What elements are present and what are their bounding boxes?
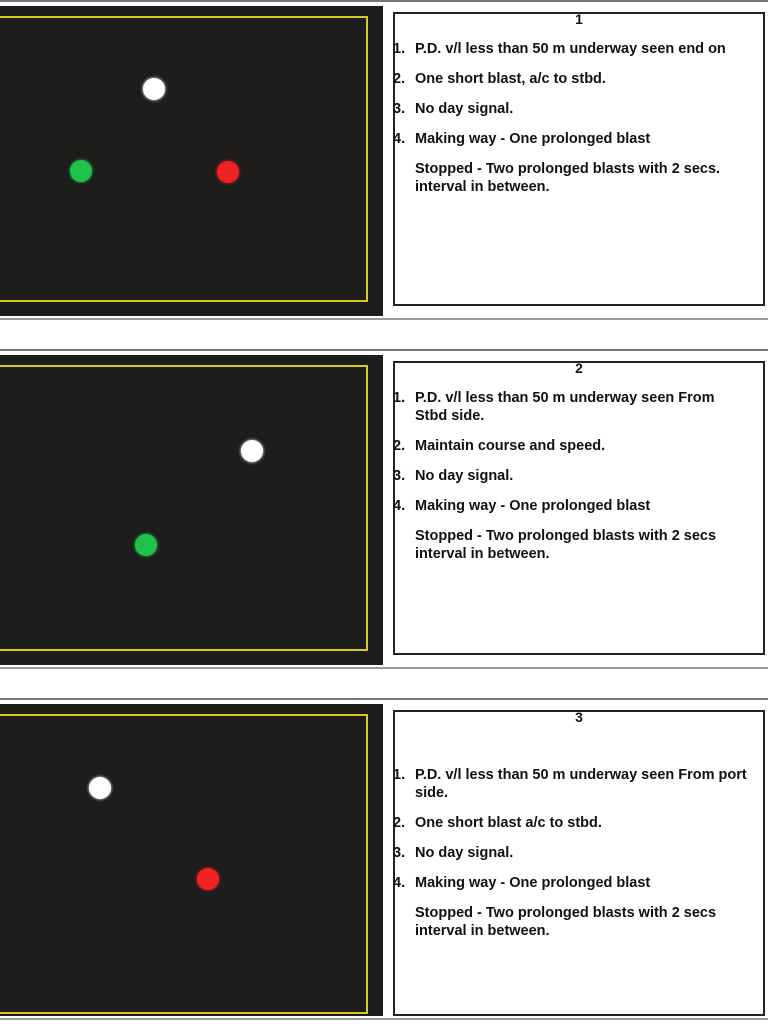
item-text: No day signal.	[415, 101, 514, 117]
description-list	[393, 40, 749, 196]
item-text: P.D. v/l less than 50 m underway seen From port side.	[415, 767, 747, 801]
description-list	[393, 766, 749, 940]
item-number: 4.	[393, 498, 406, 514]
red-sidelight	[217, 161, 239, 183]
list-item	[393, 467, 749, 485]
card-top-rule	[0, 698, 768, 700]
item-number: 2.	[393, 71, 406, 87]
card-number: 1	[575, 11, 583, 27]
scene-frame	[0, 714, 368, 1014]
list-item	[393, 130, 749, 148]
green-sidelight	[70, 160, 92, 182]
list-item	[393, 389, 749, 425]
light-card-2	[0, 349, 768, 669]
item-text: P.D. v/l less than 50 m underway seen end on	[415, 41, 726, 57]
red-sidelight	[197, 868, 219, 890]
item-number: 3.	[393, 101, 406, 117]
description-list	[393, 389, 749, 563]
night-scene-3	[0, 704, 383, 1016]
card-top-rule	[0, 349, 768, 351]
description-panel-3	[393, 710, 765, 1016]
list-item	[393, 100, 749, 118]
list-item	[393, 766, 749, 802]
list-item-continuation: Stopped - Two prolonged blasts with 2 secs interval in between.	[415, 905, 717, 939]
item-number: 1.	[393, 390, 406, 406]
card-bottom-rule	[0, 318, 768, 320]
scene-frame	[0, 16, 368, 302]
card-number: 3	[575, 709, 583, 725]
item-number: 4.	[393, 131, 406, 147]
item-text: P.D. v/l less than 50 m underway seen From Stbd side.	[415, 390, 715, 424]
item-number: 2.	[393, 815, 406, 831]
white-masthead-light	[89, 777, 111, 799]
scene-frame	[0, 365, 368, 651]
green-sidelight	[135, 534, 157, 556]
item-text: Maintain course and speed.	[415, 438, 606, 454]
list-item	[393, 814, 749, 832]
card-bottom-rule	[0, 1018, 768, 1020]
item-text: Making way - One prolonged blast	[415, 498, 651, 514]
night-scene-2	[0, 355, 383, 665]
white-masthead-light	[241, 440, 263, 462]
list-item-continuation: Stopped - Two prolonged blasts with 2 secs. interval in between.	[415, 161, 721, 195]
list-item	[393, 844, 749, 862]
card-number: 2	[575, 360, 583, 376]
item-text: One short blast, a/c to stbd.	[415, 71, 606, 87]
list-item	[393, 874, 749, 892]
list-item	[393, 70, 749, 88]
item-number: 3.	[393, 845, 406, 861]
item-text: No day signal.	[415, 468, 514, 484]
night-scene-1	[0, 6, 383, 316]
list-item	[393, 497, 749, 515]
item-text: No day signal.	[415, 845, 514, 861]
item-text: One short blast a/c to stbd.	[415, 815, 602, 831]
light-card-3	[0, 698, 768, 1020]
item-number: 2.	[393, 438, 406, 454]
item-number: 4.	[393, 875, 406, 891]
item-number: 1.	[393, 767, 406, 783]
description-panel-1	[393, 12, 765, 306]
item-text: Making way - One prolonged blast	[415, 131, 651, 147]
item-number: 3.	[393, 468, 406, 484]
white-masthead-light	[143, 78, 165, 100]
list-item	[393, 437, 749, 455]
card-bottom-rule	[0, 667, 768, 669]
description-panel-2	[393, 361, 765, 655]
list-item	[393, 40, 749, 58]
list-item-continuation: Stopped - Two prolonged blasts with 2 secs interval in between.	[415, 528, 717, 562]
card-top-rule	[0, 0, 768, 2]
light-card-1	[0, 0, 768, 320]
item-number: 1.	[393, 41, 406, 57]
item-text: Making way - One prolonged blast	[415, 875, 651, 891]
